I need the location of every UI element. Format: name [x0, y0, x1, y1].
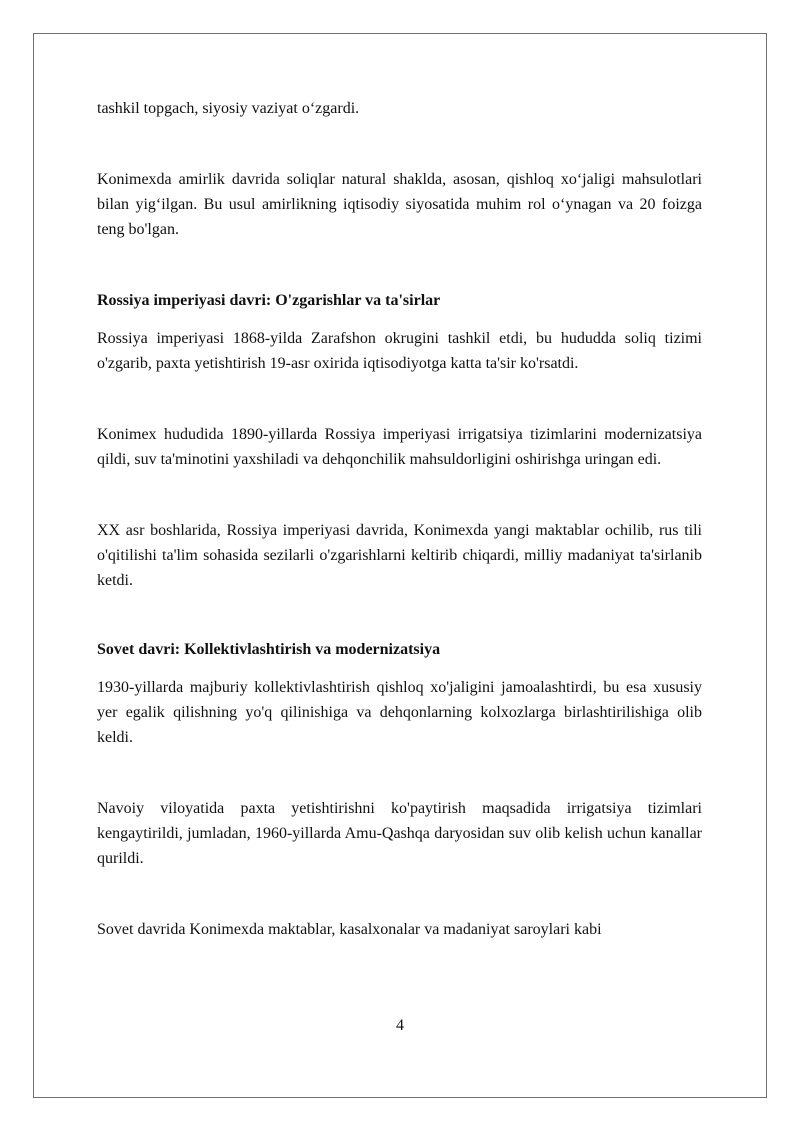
- paragraph-1: tashkil topgach, siyosiy vaziyat o‘zgardi.: [97, 100, 360, 117]
- paragraph-3: Rossiya imperiyasi 1868-yilda Zarafshon okrugini tashkil etdi, bu hududda soliq tizimi o'zgarib, paxta yetishtirish 19-asr oxirida iqtisodiyotga katta ta'sir ko'rsatdi.: [97, 330, 702, 372]
- paragraph-2: Konimexda amirlik davrida soliqlar natural shaklda, asosan, qishloq xo‘jaligi mahsulotlari bilan yig‘ilgan. Bu usul amirlikning iqtisodiy siyosatida muhim rol o‘ynagan va 20 foizga teng bo'lgan.: [97, 171, 702, 238]
- section-heading-soviet-period: Sovet davri: Kollektivlashtirish va modernizatsiya: [97, 641, 441, 658]
- paragraph-4: Konimex hududida 1890-yillarda Rossiya imperiyasi irrigatsiya tizimlarini modernizatsiya qildi, suv ta'minotini yaxshiladi va dehqonchilik mahsuldorligini oshirishga uringan edi.: [97, 426, 702, 468]
- paragraph-5: XX asr boshlarida, Rossiya imperiyasi davrida, Konimexda yangi maktablar ochilib, rus tili o'qitilishi ta'lim sohasida sezilarli o'zgarishlarni keltirib chiqardi, milliy madaniyat ta'sirlanib ketdi.: [97, 522, 702, 589]
- page-number: 4: [396, 1017, 404, 1034]
- document-body: [97, 96, 702, 942]
- section-heading-russian-empire: Rossiya imperiyasi davri: O'zgarishlar va ta'sirlar: [97, 292, 441, 309]
- paragraph-6: 1930-yillarda majburiy kollektivlashtirish qishloq xo'jaligini jamoalashtirdi, bu esa xususiy yer egalik qilishning yo'q qilinishiga va dehqonlarning kolxozlarga birlashtirilishiga olib keldi.: [97, 679, 702, 746]
- paragraph-7: Navoiy viloyatida paxta yetishtirishni ko'paytirish maqsadida irrigatsiya tizimlari kengaytirildi, jumladan, 1960-yillarda Amu-Qashqa daryosidan suv olib kelish uchun kanallar qurildi.: [97, 800, 702, 867]
- paragraph-8: Sovet davrida Konimexda maktablar, kasalxonalar va madaniyat saroylari kabi: [97, 921, 602, 938]
